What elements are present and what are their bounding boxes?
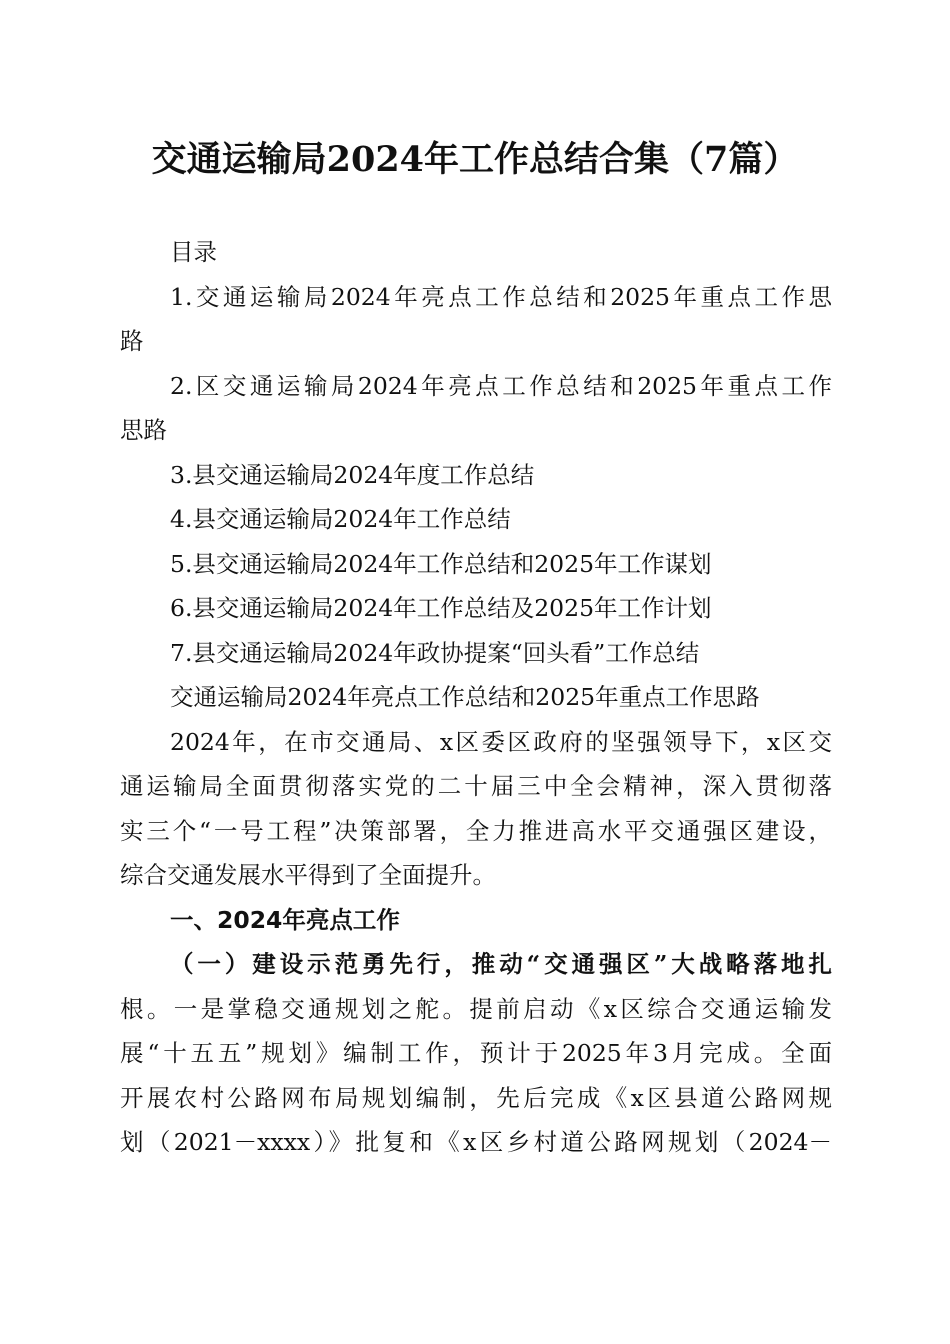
section-1-heading: 一、2024年亮点工作 [170, 906, 400, 934]
toc-item-2-line1: 2.区交通运输局2024年亮点工作总结和2025年重点工作 [170, 372, 832, 400]
intro-line-2: 通运输局全面贯彻落实党的二十届三中全会精神，深入贯彻落 [120, 772, 832, 800]
sub1-line-3: 展“十五五”规划》编制工作，预计于2025年3月完成。全面 [120, 1039, 832, 1067]
toc-item-5: 5.县交通运输局2024年工作总结和2025年工作谋划 [170, 550, 712, 578]
toc-item-2-line2: 思路 [120, 416, 167, 444]
sub1-line-2: 根。一是掌稳交通规划之舵。提前启动《x区综合交通运输发 [120, 995, 832, 1023]
sub1-line-1: （一）建设示范勇先行，推动“交通强区”大战略落地扎 [170, 950, 832, 978]
intro-line-1: 2024年，在市交通局、x区委区政府的坚强领导下，x区交 [170, 728, 832, 756]
toc-item-1-line2: 路 [120, 327, 144, 355]
toc-item-1-line1: 1.交通运输局2024年亮点工作总结和2025年重点工作思 [170, 283, 832, 311]
article-title: 交通运输局2024年亮点工作总结和2025年重点工作思路 [170, 683, 760, 711]
sub1-line-4: 开展农村公路网布局规划编制，先后完成《x区县道公路网规 [120, 1084, 832, 1112]
intro-line-3: 实三个“一号工程”决策部署，全力推进高水平交通强区建设， [120, 817, 832, 845]
intro-line-4: 综合交通发展水平得到了全面提升。 [120, 861, 496, 889]
sub1-line-5: 划（2021－xxxx）》批复和《x区乡村道公路网规划（2024－ [120, 1128, 832, 1156]
document-title: 交通运输局2024年工作总结合集（7篇） [151, 139, 799, 180]
toc-item-4: 4.县交通运输局2024年工作总结 [170, 505, 511, 533]
toc-item-3: 3.县交通运输局2024年度工作总结 [170, 461, 535, 489]
toc-heading: 目录 [170, 238, 217, 266]
toc-item-7: 7.县交通运输局2024年政协提案“回头看”工作总结 [170, 639, 700, 667]
toc-item-6: 6.县交通运输局2024年工作总结及2025年工作计划 [170, 594, 712, 622]
